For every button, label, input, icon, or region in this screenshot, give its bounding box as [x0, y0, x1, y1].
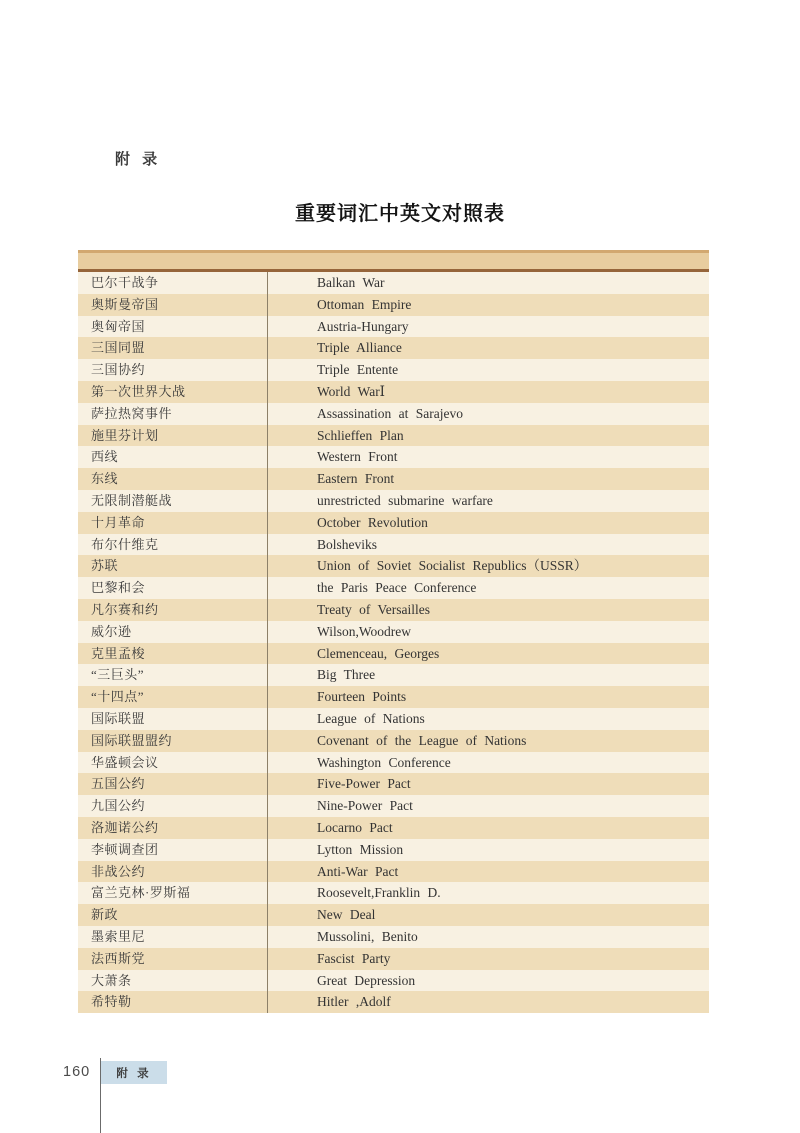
english-term-cell: unrestricted submarine warfare — [317, 492, 493, 508]
chinese-term-cell: 希特勒 — [78, 991, 268, 1013]
chinese-term-cell: 三国同盟 — [78, 337, 268, 359]
chinese-term-cell: 三国协约 — [78, 359, 268, 381]
footer-tab: 附 录 — [101, 1061, 167, 1084]
english-term-cell: Locarno Pact — [317, 819, 393, 835]
table-row — [78, 446, 709, 468]
table-row — [78, 926, 709, 948]
english-term-cell: Triple Alliance — [317, 340, 402, 356]
chinese-term-cell: 新政 — [78, 904, 268, 926]
english-term-cell: Schlieffen Plan — [317, 427, 404, 443]
table-row — [78, 403, 709, 425]
english-term-cell: Treaty of Versailles — [317, 601, 430, 617]
table-row — [78, 425, 709, 447]
english-term-cell: Fourteen Points — [317, 689, 407, 705]
chinese-term-cell: 巴黎和会 — [78, 577, 268, 599]
english-term-cell: League of Nations — [317, 710, 425, 726]
table-row — [78, 904, 709, 926]
english-term-cell: Balkan War — [317, 275, 385, 290]
table-row — [78, 577, 709, 599]
chinese-term-cell: 十月革命 — [78, 512, 268, 534]
english-term-cell: Bolsheviks — [317, 536, 378, 552]
chinese-term-cell: “十四点” — [78, 686, 268, 708]
english-term-cell: Washington Conference — [317, 754, 451, 770]
table-row — [78, 708, 709, 730]
table-row — [78, 294, 709, 316]
english-term-cell: Covenant of the League of Nations — [317, 732, 527, 748]
english-term-cell: Western Front — [317, 449, 398, 465]
vocab-table — [78, 250, 709, 1013]
table-row — [78, 773, 709, 795]
chinese-term-cell: “三巨头” — [78, 664, 268, 686]
english-term-cell: Assassination at Sarajevo — [317, 405, 463, 421]
table-row — [78, 643, 709, 665]
english-term-cell: October Revolution — [317, 514, 428, 530]
chinese-term-cell: 东线 — [78, 468, 268, 490]
table-row — [78, 882, 709, 904]
page-number: 160 — [63, 1064, 91, 1080]
chinese-term-cell: 九国公约 — [78, 795, 268, 817]
table-header-bar — [78, 250, 709, 272]
english-term-cell: Triple Entente — [317, 362, 399, 378]
english-term-cell: New Deal — [317, 907, 376, 923]
chinese-term-cell: 奥斯曼帝国 — [78, 294, 268, 316]
english-term-cell: the Paris Peace Conference — [317, 580, 477, 596]
chinese-term-cell: 华盛顿会议 — [78, 752, 268, 774]
chinese-term-cell: 威尔逊 — [78, 621, 268, 643]
chinese-term-cell: 施里芬计划 — [78, 425, 268, 447]
english-term-cell: Union of Soviet Socialist Republics（USSR） — [317, 558, 588, 574]
table-row — [78, 599, 709, 621]
table-row — [78, 795, 709, 817]
table-row — [78, 948, 709, 970]
english-term-cell: World WarⅠ — [317, 383, 386, 399]
table-row — [78, 839, 709, 861]
table-body — [78, 272, 709, 1013]
english-term-cell: Lytton Mission — [317, 841, 404, 857]
chinese-term-cell: 克里孟梭 — [78, 643, 268, 665]
table-row — [78, 817, 709, 839]
chinese-term-cell: 非战公约 — [78, 861, 268, 883]
chinese-term-cell: 墨索里尼 — [78, 926, 268, 948]
english-term-cell: Wilson,Woodrew — [317, 623, 411, 639]
chinese-term-cell: 奥匈帝国 — [78, 316, 268, 338]
table-row — [78, 316, 709, 338]
table-row — [78, 381, 709, 403]
chinese-term-cell: 萨拉热窝事件 — [78, 403, 268, 425]
table-row — [78, 991, 709, 1013]
chinese-term-cell: 法西斯党 — [78, 948, 268, 970]
table-row — [78, 752, 709, 774]
page-title: 重要词汇中英文对照表 — [295, 203, 505, 225]
chinese-term-cell: 国际联盟 — [78, 708, 268, 730]
chinese-term-cell: 大萧条 — [78, 970, 268, 992]
table-row — [78, 730, 709, 752]
table-row — [78, 337, 709, 359]
table-row — [78, 534, 709, 556]
chinese-term-cell: 洛迦诺公约 — [78, 817, 268, 839]
table-row — [78, 664, 709, 686]
table-row — [78, 468, 709, 490]
table-row — [78, 861, 709, 883]
chinese-term-cell: 巴尔干战争 — [78, 272, 268, 294]
english-term-cell: Clemenceau, Georges — [317, 645, 440, 661]
table-row — [78, 359, 709, 381]
english-term-cell: Big Three — [317, 667, 376, 683]
table-row — [78, 555, 709, 577]
table-row — [78, 512, 709, 534]
english-term-cell: Eastern Front — [317, 471, 395, 487]
chinese-term-cell: 富兰克林·罗斯福 — [78, 882, 268, 904]
english-term-cell: Anti-War Pact — [317, 863, 399, 879]
chinese-term-cell: 苏联 — [78, 555, 268, 577]
chinese-term-cell: 布尔什维克 — [78, 534, 268, 556]
table-row — [78, 621, 709, 643]
english-term-cell: Fascist Party — [317, 950, 391, 966]
chinese-term-cell: 第一次世界大战 — [78, 381, 268, 403]
english-term-cell: Nine-Power Pact — [317, 798, 413, 814]
english-term-cell: Austria-Hungary — [317, 318, 409, 334]
table-row — [78, 970, 709, 992]
english-term-cell: Ottoman Empire — [317, 296, 412, 312]
english-term-cell: Roosevelt,Franklin D. — [317, 885, 441, 901]
chinese-term-cell: 五国公约 — [78, 773, 268, 795]
english-term-cell: Five-Power Pact — [317, 776, 411, 792]
chinese-term-cell: 西线 — [78, 446, 268, 468]
english-term-cell: Hitler ,Adolf — [317, 994, 391, 1010]
chinese-term-cell: 凡尔赛和约 — [78, 599, 268, 621]
chinese-term-cell: 国际联盟盟约 — [78, 730, 268, 752]
table-row — [78, 490, 709, 512]
english-term-cell: Great Depression — [317, 972, 416, 988]
chinese-term-cell: 无限制潜艇战 — [78, 490, 268, 512]
table-row — [78, 272, 709, 294]
chinese-term-cell: 李顿调查团 — [78, 839, 268, 861]
table-row — [78, 686, 709, 708]
section-label: 附 录 — [115, 151, 162, 168]
english-term-cell: Mussolini, Benito — [317, 928, 418, 944]
